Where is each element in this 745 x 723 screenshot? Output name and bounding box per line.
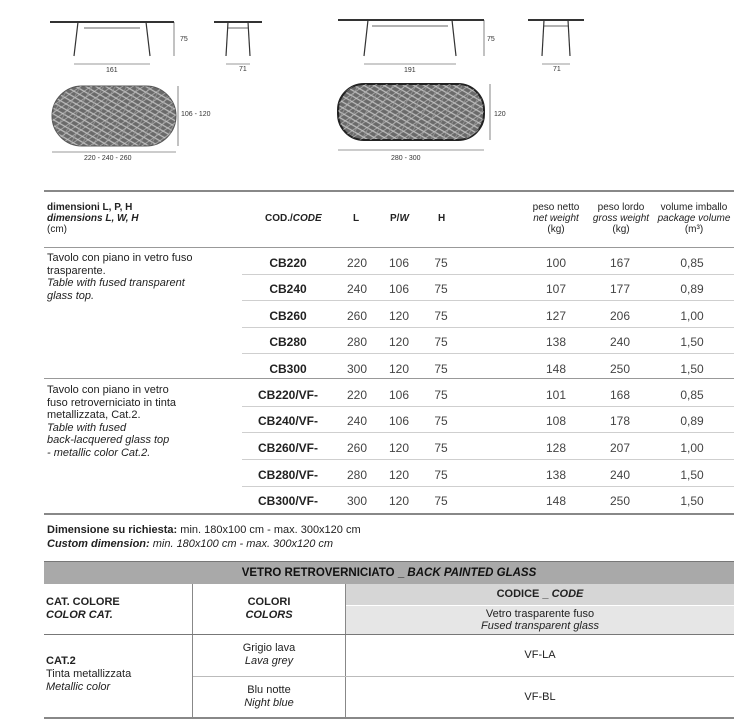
l-header: L: [353, 213, 360, 224]
cat-header-cell: CAT. COLORE COLOR CAT.: [44, 584, 193, 634]
colors-header-cell: COLORI COLORS: [193, 584, 346, 634]
code-vf-la: VF-LA: [524, 649, 556, 661]
row-divider: [242, 300, 734, 301]
table-top-rule: [44, 190, 734, 192]
dim-plan-width-1: 106 - 120: [181, 111, 211, 118]
dim-height-2: 75: [487, 36, 495, 43]
net-weight-header: peso netto net weight (kg): [532, 202, 580, 235]
header-rule: [44, 247, 734, 248]
code-header-cell: CODICE _ CODE: [346, 584, 734, 605]
technical-drawings: [0, 0, 745, 180]
group2-description: Tavolo con piano in vetro fuso retroverniciato in tinta metallizzata, Cat.2. Table with fused back-lacquered glass top - metallic color Cat.2.: [47, 384, 177, 459]
front-elevation-small: [50, 22, 174, 64]
glass-table-title: VETRO RETROVERNICIATO _ BACK PAINTED GLASS: [44, 561, 734, 584]
dim-plan-length-1: 220 - 240 - 260: [84, 155, 132, 162]
code-header: COD./CODE: [265, 213, 322, 224]
row-divider: [242, 432, 734, 433]
row-divider: [242, 486, 734, 487]
color-row-lava-grey: Grigio lava Lava grey: [193, 635, 346, 676]
gross-weight-header: peso lordo gross weight (kg): [592, 202, 650, 235]
glass-table-bottom-rule: [44, 717, 734, 719]
row-divider: [242, 327, 734, 328]
dim-plan-width-2: 120: [494, 111, 506, 118]
row-divider: [242, 459, 734, 460]
code-vf-bl: VF-BL: [524, 691, 556, 703]
color-row-night-blue: Blu notte Night blue: [193, 677, 346, 717]
side-elevation-large: [528, 20, 584, 64]
plan-view-large: [338, 84, 490, 150]
group-separator: [44, 378, 734, 379]
w-header: P/W: [390, 213, 409, 224]
dim-height-1: 75: [180, 36, 188, 43]
dim-length-2: 191: [404, 67, 416, 74]
group1-description: Tavolo con piano in vetro fuso trasparente. Table with fused transparent glass top.: [47, 252, 193, 302]
dim-width-side-2: 71: [553, 66, 561, 73]
dim-length-1: 161: [106, 67, 118, 74]
side-elevation-small: [214, 22, 262, 64]
row-divider: [242, 406, 734, 407]
h-header: H: [438, 213, 446, 224]
dim-width-side-1: 71: [239, 66, 247, 73]
plan-view-small: [52, 86, 178, 152]
row-divider: [242, 274, 734, 275]
dim-plan-length-2: 280 - 300: [391, 155, 421, 162]
cat2-cell: CAT.2 Tinta metallizzata Metallic color: [44, 635, 193, 717]
dims-header: dimensioni L, P, H dimensions L, W, H (cm): [47, 202, 139, 235]
glass-type-header-cell: Vetro trasparente fuso Fused transparent glass: [346, 606, 734, 634]
front-elevation-large: [338, 20, 484, 64]
package-volume-header: volume imballo package volume (m³): [657, 202, 731, 235]
custom-dimension-note: Dimensione su richiesta: min. 180x100 cm - max. 300x120 cm Custom dimension: min. 180x100 cm - max. 300x120 cm: [47, 524, 361, 550]
row-divider: [242, 353, 734, 354]
table-bottom-rule: [44, 513, 734, 515]
